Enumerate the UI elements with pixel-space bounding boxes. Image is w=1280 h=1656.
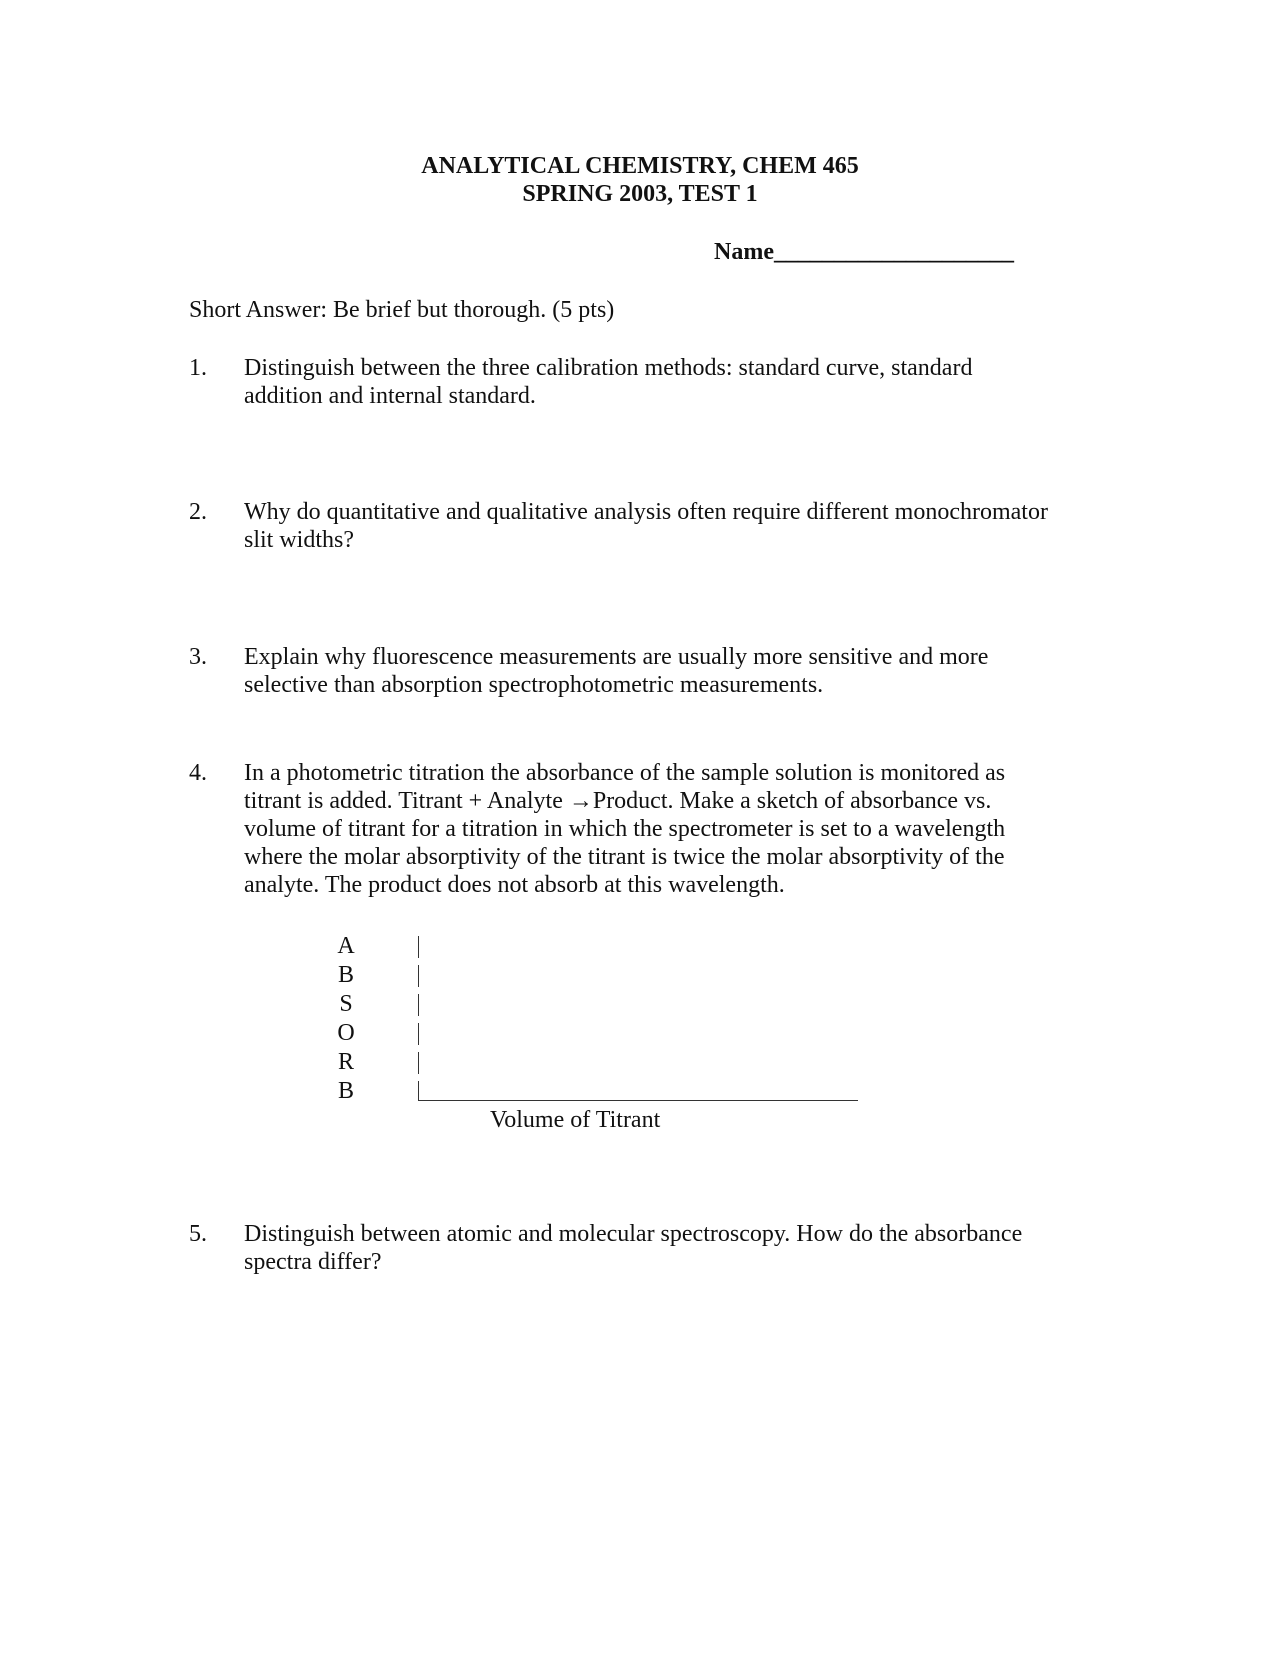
name-label: Name	[714, 239, 774, 265]
question-number-1: 1.	[189, 355, 207, 381]
exam-subtitle: SPRING 2003, TEST 1	[522, 181, 758, 207]
question-4-text	[244, 759, 1005, 899]
name-blank-line[interactable]: ____________________	[773, 239, 1014, 265]
y-axis-letter: S	[339, 991, 353, 1017]
y-axis-tick	[418, 936, 419, 958]
y-axis-tick	[418, 1081, 419, 1101]
question-3-line-2: selective than absorption spectrophotometric measurements.	[244, 672, 824, 698]
x-axis-line	[418, 1100, 858, 1101]
y-axis-tick	[418, 1023, 419, 1045]
name-field[interactable]	[714, 238, 1014, 266]
question-5-text	[244, 1220, 1022, 1276]
question-2-line-2: slit widths?	[244, 527, 355, 553]
y-axis-tick	[418, 994, 419, 1016]
y-axis-letter: O	[337, 1020, 355, 1046]
question-1-text	[244, 354, 972, 410]
question-4-line-2: titrant is added. Titrant + Analyte →Product. Make a sketch of absorbance vs.	[244, 788, 992, 814]
question-1-line-2: addition and internal standard.	[244, 383, 536, 409]
exam-title: ANALYTICAL CHEMISTRY, CHEM 465	[421, 153, 859, 179]
y-axis-letter: B	[337, 1078, 354, 1104]
question-5-line-2: spectra differ?	[244, 1249, 382, 1275]
question-2-line-1: Why do quantitative and qualitative analysis often require different monochromator	[244, 499, 1048, 525]
question-number-2: 2.	[189, 499, 207, 525]
y-axis-letter: R	[337, 1049, 354, 1075]
x-axis-label: Volume of Titrant	[490, 1107, 661, 1133]
question-2-text	[244, 498, 1048, 554]
instructions: Short Answer: Be brief but thorough. (5 pts)	[189, 297, 615, 323]
question-5-line-1: Distinguish between atomic and molecular spectroscopy. How do the absorbance	[244, 1221, 1023, 1247]
question-number-4: 4.	[189, 760, 207, 786]
y-axis-letter: A	[337, 933, 355, 959]
question-3-text	[244, 643, 988, 699]
question-4-line-3: volume of titrant for a titration in which the spectrometer is set to a wavelength	[244, 816, 1006, 842]
y-axis-tick	[418, 965, 419, 987]
question-4-line-1: In a photometric titration the absorbance of the sample solution is monitored as	[244, 760, 1006, 786]
question-1-line-1: Distinguish between the three calibration methods: standard curve, standard	[244, 355, 973, 381]
question-number-5: 5.	[189, 1221, 207, 1247]
question-number-3: 3.	[189, 644, 207, 670]
y-axis-letter: B	[337, 962, 354, 988]
question-4-line-4: where the molar absorptivity of the titrant is twice the molar absorptivity of the	[244, 844, 1005, 870]
question-4-line-5: analyte. The product does not absorb at this wavelength.	[244, 872, 785, 898]
y-axis-tick	[418, 1052, 419, 1074]
question-3-line-1: Explain why fluorescence measurements are usually more sensitive and more	[244, 644, 989, 670]
